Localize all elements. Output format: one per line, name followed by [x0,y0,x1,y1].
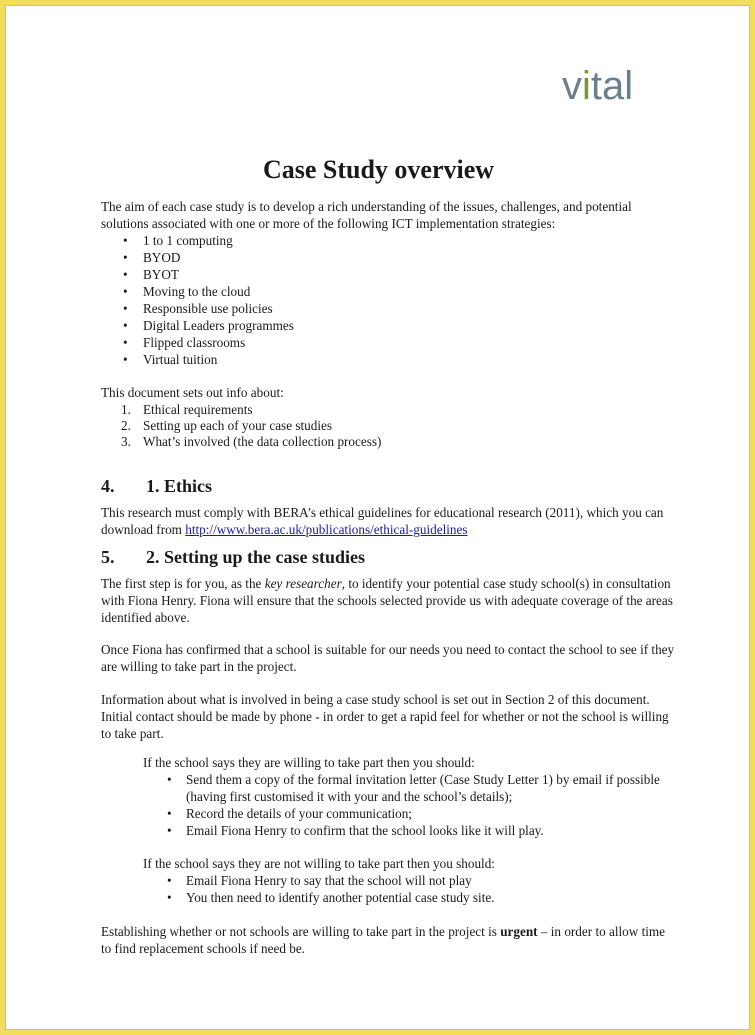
list-item: 2. Setting up each of your case studies [121,418,332,433]
list-item: • Email Fiona Henry to confirm that the school looks like it will play. [167,823,544,838]
contents-list [101,401,676,449]
setup-paragraph-1: The first step is for you, as the key researcher, to identify your potential case study school(s) in consultation with Fiona Henry. Fiona will ensure that the schools selected provide us with adequate coverage of the areas identified above. [101,576,673,625]
strategy-list [101,232,676,368]
intro-block [101,198,676,368]
document-page [5,5,750,1030]
section-heading-setup: 5. 2. Setting up the case studies [101,547,366,567]
closing-paragraph: Establishing whether or not schools are willing to take part in the project is urgent – in order to allow time to find replacement schools if need be. [101,924,666,956]
intro-paragraph: The aim of each case study is to develop a rich understanding of the issues, challenges, and potential solutions associated with one or more of the following ICT implementation strategies: [101,199,632,231]
list-item: • BYOT [123,267,179,282]
list-item: • Send them a copy of the formal invitation letter (Case Study Letter 1) by email if possible (having first customised it with your and the school’s details); [167,772,660,804]
willing-block [101,754,676,839]
list-item: • You then need to identify another potential case study site. [167,890,495,905]
list-item: 3. What’s involved (the data collection process) [121,434,382,449]
bera-guidelines-link[interactable]: http://www.bera.ac.uk/publications/ethical-guidelines [185,522,468,537]
list-item: • Virtual tuition [123,352,218,367]
contents-intro: This document sets out info about: [101,385,284,400]
willing-list [101,771,676,839]
ethics-paragraph: This research must comply with BERA’s ethical guidelines for educational research (2011), which you can download from http://www.bera.ac.uk/publications/ethical-guidelines [101,505,664,537]
list-item: • Email Fiona Henry to say that the school will not play [167,873,472,888]
list-item: • Flipped classrooms [123,335,246,350]
list-item: • 1 to 1 computing [123,233,233,248]
list-item: • Responsible use policies [123,301,273,316]
vital-logo: vital [562,64,634,108]
unwilling-intro: If the school says they are not willing to take part then you should: [143,856,495,871]
setup-paragraph-3: Information about what is involved in being a case study school is set out in Section 2 of this document. Initial contact should be made by phone - in order to get a rapid feel for whether or not the school is willing to take part. [101,692,669,741]
list-item: • Moving to the cloud [123,284,251,299]
ethics-block [101,504,676,538]
page-title: Case Study overview [262,155,495,184]
setup-paragraph-2: Once Fiona has confirmed that a school is suitable for our needs you need to contact the school to see if they are willing to take part in the project. [101,642,675,674]
unwilling-block [101,855,676,906]
willing-intro: If the school says they are willing to take part then you should: [143,755,475,770]
contents-block [101,384,676,449]
list-item: • Record the details of your communication; [167,806,412,821]
unwilling-list [101,872,676,906]
list-item: 1. Ethical requirements [121,402,253,417]
list-item: • BYOD [123,250,181,265]
section-heading-ethics: 4. 1. Ethics [101,476,213,496]
list-item: • Digital Leaders programmes [123,318,294,333]
